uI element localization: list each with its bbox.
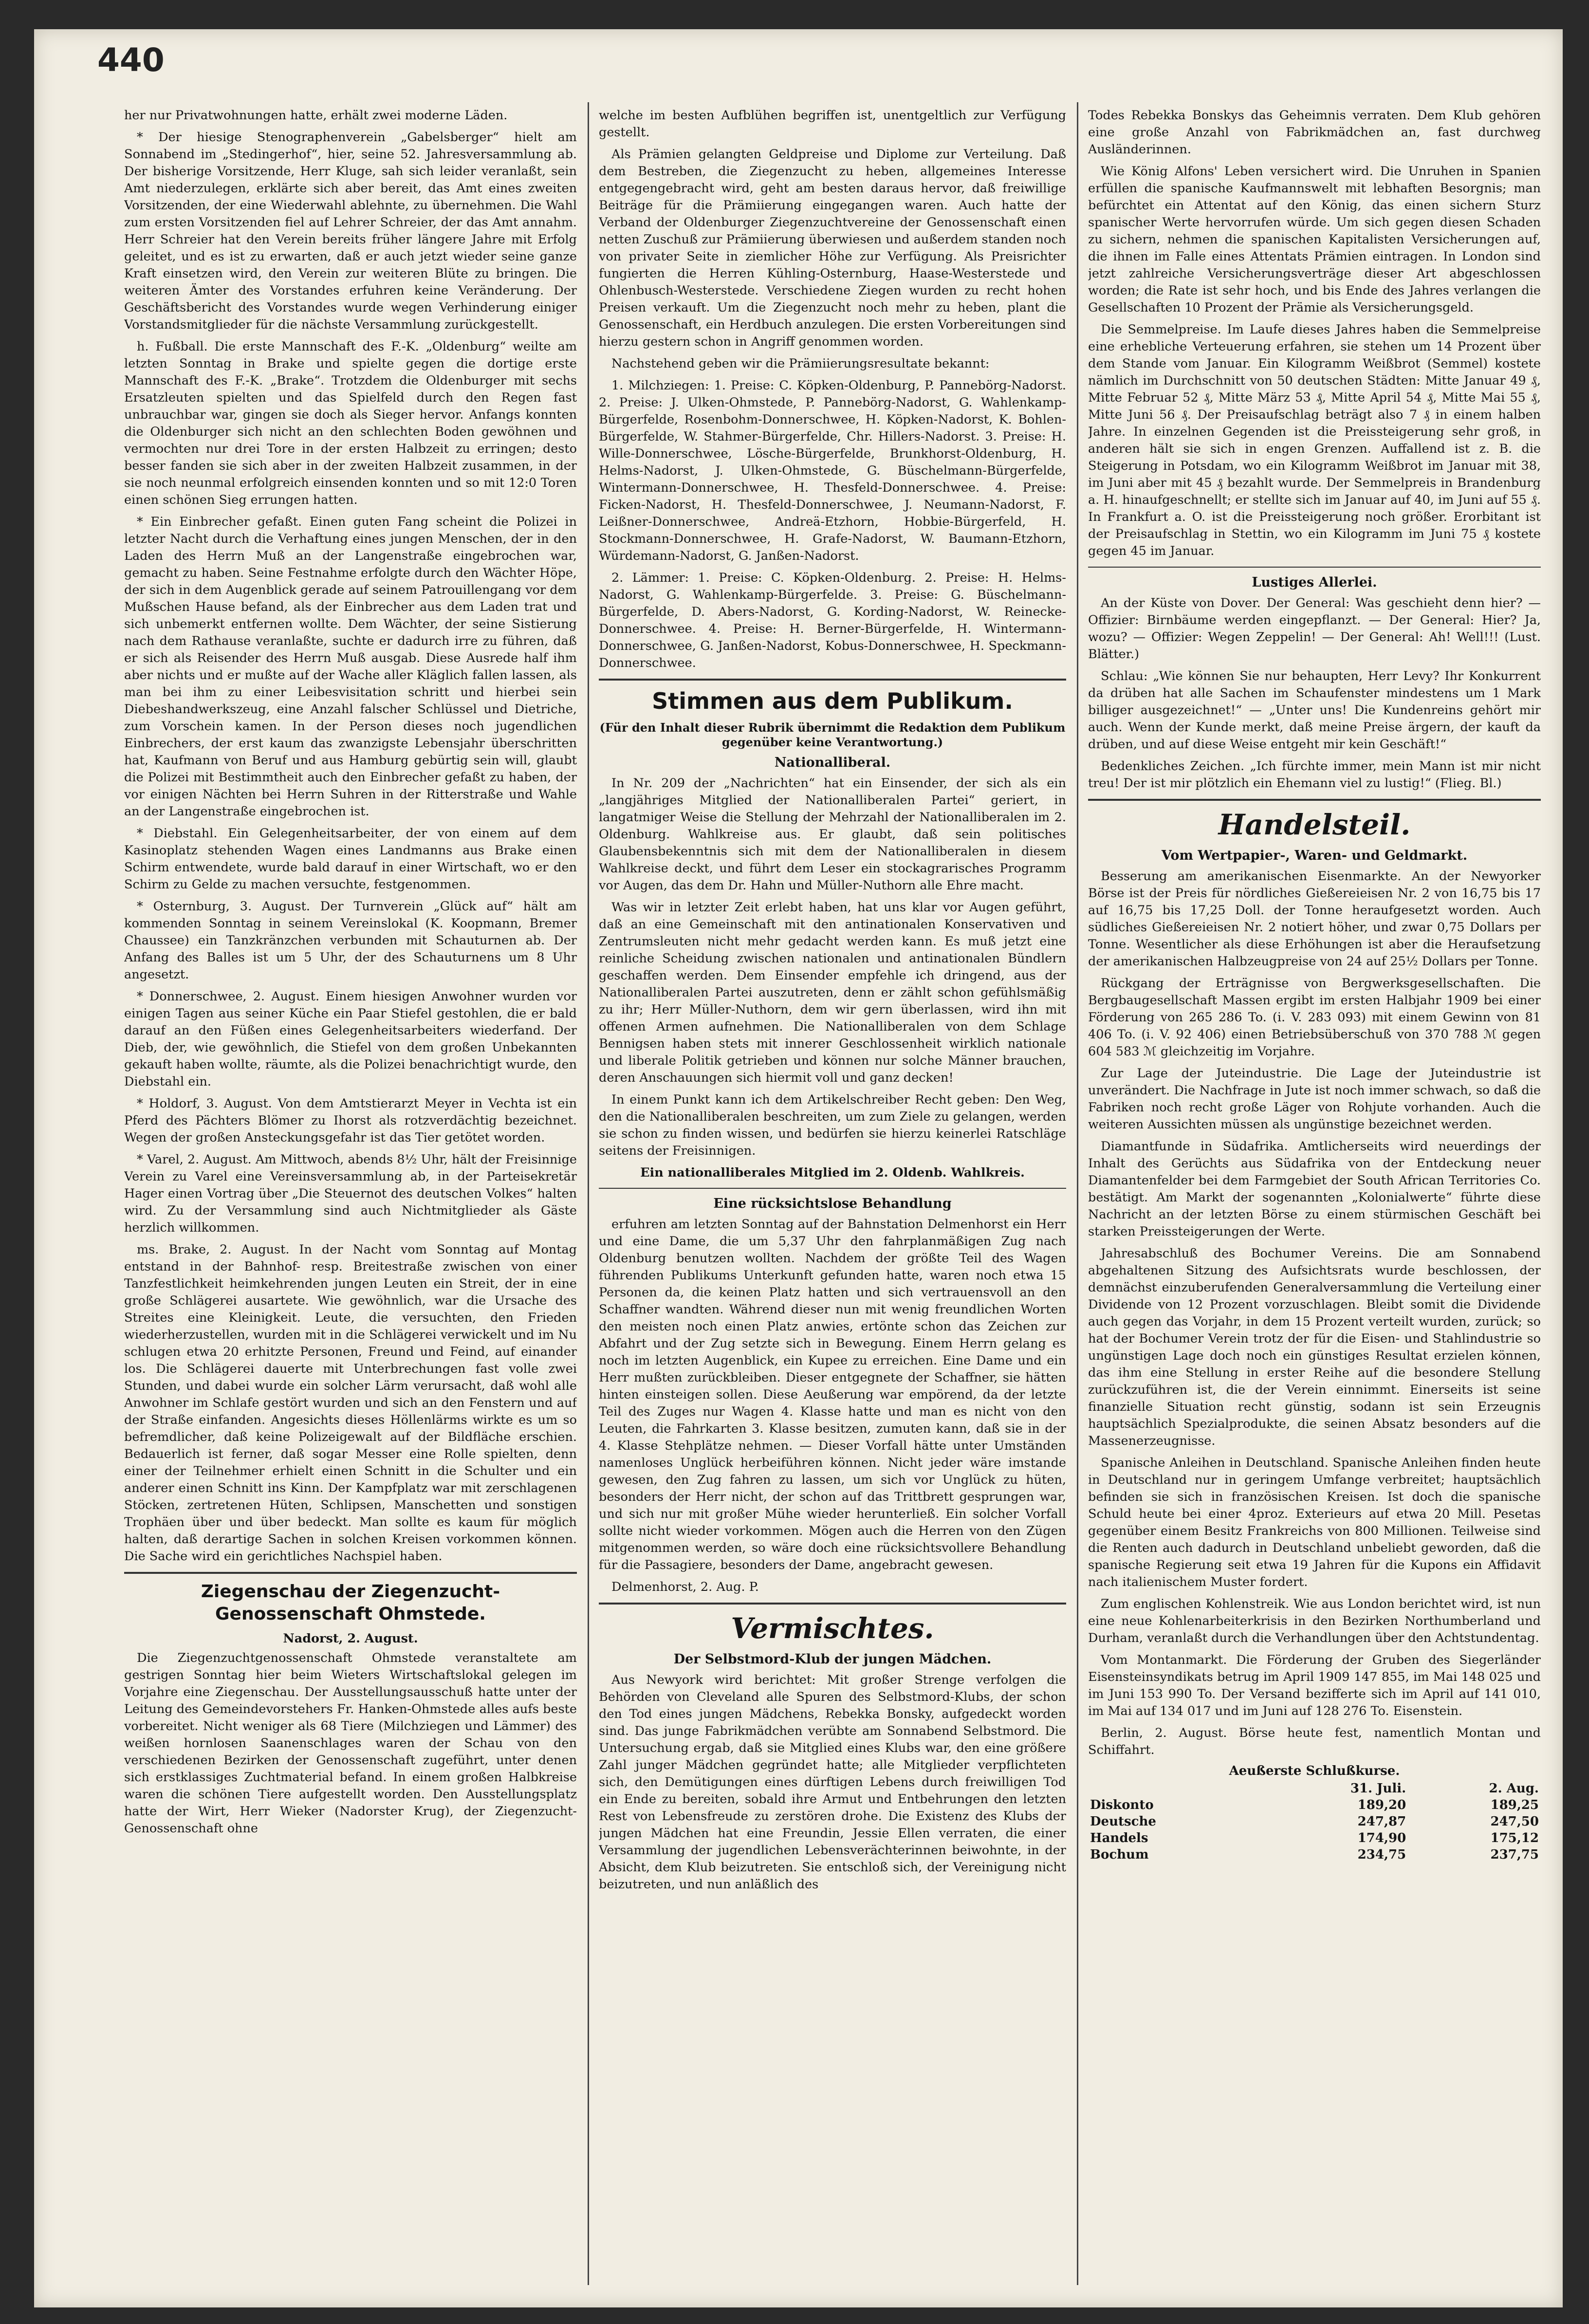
article-title: Der Selbstmord-Klub der jungen Mädchen. xyxy=(673,1652,992,1667)
article-paragraph: 1. Milchziegen: 1. Preise: C. Köpken-Oldenburg, P. Pannebörg-Nadorst. 2. Preise: J. Ulken-Ohmstede, P. Pannebörg-Nadorst, G. Wahlenkamp-Bürgerfelde, Rosenbohm-Donnerschwee, H. Köpken-Nadorst, K. Bohlen-Bürgerfelde, W. Stahmer-Bürgerfelde, Chr. Hillers-Nadorst. 3. Preise: H. Wille-Donnerschwee, Lösche-Bürgerfelde, Brunkhorst-Oldenburg, H. Helms-Nadorst, J. Ulken-Ohmstede, G. Büschelmann-Bürgerfelde, Wintermann-Donnerschwee, H. Thesfeld-Donnerschwee. 4. Preise: Ficken-Nadorst, H. Thesfeld-Donnerschwee, J. Neumann-Nadorst, F. Leißner-Donnerschwee, Andreä-Etzhorn, Hobbie-Bürgerfeld, H. Stockmann-Donnerschwee, H. Grafe-Nadorst, W. Baumann-Etzhorn, Würdemann-Nadorst, G. Janßen-Nadorst. xyxy=(599,378,1066,563)
column-3 xyxy=(1088,107,1541,2280)
article-paragraph: Spanische Anleihen in Deutschland. Spanische Anleihen finden heute in Deutschland nur in geringem Umfange verbreitet; hauptsächlich befinden sie sich in französischen Kreisen. Ist doch die spanische Schuld heute bei einer 4proz. Exterieurs auf etwa 20 Mill. Pesetas gegenüber einem Besitz Frankreichs von 800 Millionen. Teilweise sind die Renten auch dadurch in Deutschland unbeliebt geworden, daß die spanische Regierung seit etwa 19 Jahren für die Kupons ein Affidavit nach italienischem Muster fordert. xyxy=(1088,1456,1541,1589)
section-title: Vermischtes. xyxy=(731,1612,934,1645)
article-paragraph: 2. Lämmer: 1. Preise: C. Köpken-Oldenburg. 2. Preise: H. Helms-Nadorst, G. Wahlenkamp-Bürgerfelde. 3. Preise: G. Büschelmann-Bürgerfelde, D. Abers-Nadorst, G. Kording-Nadorst, W. Reinecke-Donnerschwee. 4. Preise: H. Berner-Bürgerfelde, H. Wintermann-Donnerschwee, G. Janßen-Nadorst, Kobus-Donnerschwee, H. Speckmann-Donnerschwee. xyxy=(599,571,1066,670)
column-1 xyxy=(124,107,577,2280)
rates-value: 237,75 xyxy=(1490,1847,1539,1862)
article-paragraph: Todes Rebekka Bonskys das Geheimnis verraten. Dem Klub gehören eine große Anzahl von Fabrikmädchen an, fast durchweg Ausländerinnen. xyxy=(1088,108,1541,157)
section-separator xyxy=(124,1572,577,1574)
article-paragraph: Als Prämien gelangten Geldpreise und Diplome zur Verteilung. Daß dem Bestreben, die Ziegenzucht zu heben, allgemeines Interesse entgegengebracht wird, geht am besten daraus hervor, daß freiwillige Beiträge für die Prämiierung eingegangen waren. Auch hatte der Verband der Oldenburger Ziegenzuchtvereine der Genossenschaft einen netten Zuschuß zur Prämiierung überwiesen und außerdem standen noch von privater Seite in ziemlicher Höhe zur Verfügung. Als Preisrichter fungierten die Herren Kühling-Osternburg, Haase-Westerstede und Ohlenbusch-Westerstede. Verschiedene Ziegen wurden zu recht hohen Preisen verkauft. Um die Ziegenzucht noch mehr zu heben, plant die Genossenschaft, ein Herdbuch anzulegen. Die ersten Vorbereitungen sind hierzu gestern schon in Angriff genommen worden. xyxy=(599,147,1066,349)
article-paragraph: Zur Lage der Juteindustrie. Die Lage der Juteindustrie ist unverändert. Die Nachfrage in Jute ist noch immer schwach, so daß die Fabriken noch recht große Läger von Rohjute vorhanden. Auch die weiteren Aussichten müssen als ungünstige bezeichnet werden. xyxy=(1088,1066,1541,1132)
article-paragraph: Diamantfunde in Südafrika. Amtlicherseits wird neuerdings der Inhalt des Gerüchts aus Südafrika von der Entdeckung neuer Diamantenfelder bei dem Farmgebiet der South African Territories Co. bestätigt. Am Markt der sogenannten „Kolonialwerte“ führte diese Nachricht an der letzten Börse zu einem stürmischen Geschäft bei starken Preissteigerungen der Werte. xyxy=(1088,1139,1541,1239)
article-paragraph: ms. Brake, 2. August. In der Nacht vom Sonntag auf Montag entstand in der Bahnhof- resp. Breitestraße zwischen von einer Tanzfestlichkeit heimkehrenden jungen Leuten ein Streit, der in eine große Schlägerei ausartete. Wie gewöhnlich, war die Ursache des Streites eine Kleinigkeit. Leute, die versuchten, den Frieden wiederherzustellen, wurden mit in die Schlägerei verwickelt und im Nu schlugen etwa 20 erhitzte Personen, Freund und Feind, auf einander los. Die Schlägerei dauerte mit Unterbrechungen fast volle zwei Stunden, und dabei wurde ein solcher Lärm verursacht, daß wohl alle Anwohner im Schlafe gestört wurden und sich an den Fenstern und auf der Straße einfanden. Angesichts dieses Höllenlärms wirkte es um so befremdlicher, daß keine Polizeigewalt auf der Bildfläche erschien. Bedauerlich ist ferner, daß sogar Messer eine Rolle spielten, denn einer der Teilnehmer erhielt einen Schnitt in die Schulter und ein anderer einen Schnitt ins Kinn. Der Kampfplatz war mit zerschlagenen Stöcken, zertretenen Hüten, Schlipsen, Manschetten und sonstigen Trophäen über und über bedeckt. Man sollte es kaum für möglich halten, daß derartige Sachen in solchen Kreisen vorkommen können. Die Sache wird ein gerichtliches Nachspiel haben. xyxy=(124,1242,577,1564)
column-divider xyxy=(588,102,589,2285)
page-number: 440 xyxy=(97,41,165,79)
rates-table xyxy=(1088,1780,1541,1863)
article-paragraph: * Diebstahl. Ein Gelegenheitsarbeiter, der von einem auf dem Kasinoplatz stehenden Wagen eines Landmanns aus Brake einen Schirm entwendete, wurde bald darauf in einer Wirtschaft, wo er den Schirm zu Gelde zu machen versuchte, festgenommen. xyxy=(124,826,577,892)
dateline: Nadorst, 2. August. xyxy=(283,1631,418,1646)
rates-value: 234,75 xyxy=(1357,1847,1406,1862)
column-2 xyxy=(599,107,1066,2280)
article-title: Nationalliberal. xyxy=(774,755,891,770)
rates-header xyxy=(1088,1780,1261,1797)
rates-value: 175,12 xyxy=(1490,1831,1539,1845)
article-paragraph: In Nr. 209 der „Nachrichten“ hat ein Einsender, der sich als ein „langjähriges Mitglied der Nationalliberalen Partei“ geriert, in langatmiger Weise die Stellung der Mehrzahl der Nationalliberalen im 2. Oldenburg. Wahlkreise aus. Er glaubt, daß sein politisches Glaubensbekenntnis sich mit dem der Nationalliberalen in diesem Wahlkreise deckt, und führt dem Leser ein stockagrarisches Programm vor Augen, das dem Dr. Hahn und Müller-Nuthorn alle Ehre macht. xyxy=(599,776,1066,893)
article-paragraph: welche im besten Aufblühen begriffen ist, unentgeltlich zur Verfügung gestellt. xyxy=(599,108,1066,140)
rates-name: Deutsche xyxy=(1090,1814,1156,1829)
rates-header-row xyxy=(1088,1780,1541,1797)
table-row xyxy=(1088,1846,1541,1863)
article-paragraph: Was wir in letzter Zeit erlebt haben, hat uns klar vor Augen geführt, daß an eine Gemeinschaft mit den antinationalen Konservativen und Zentrumsleuten nicht mehr gedacht werden kann. Es muß jetzt eine reinliche Scheidung zwischen nationalen und antinationalen Bündlern geschaffen werden. Dem Einsender empfehle ich dringend, aus der Nationalliberalen Partei auszutreten, denn er zählt schon gefühlsmäßig zu ihr; Herr Müller-Nuthorn, dem wir gern überlassen, wird ihn mit offenen Armen aufnehmen. Die Nationalliberalen von dem Schlage Bennigsen haben stets mit innerer Geschlossenheit wirklich nationale und liberale Politik getrieben und können nur solche Männer brauchen, deren Anschauungen sich hiermit voll und ganz decken! xyxy=(599,900,1066,1085)
article-paragraph: * Donnerschwee, 2. August. Einem hiesigen Anwohner wurden vor einigen Tagen aus seiner Küche ein Paar Stiefel gestohlen, die er bald darauf an den Füßen eines Gelegenheitsarbeiters wiederfand. Der Dieb, der, wie gewöhnlich, die Stiefel von dem großen Unbekannten gekauft haben wollte, räumte, als die Polizei benachrichtigt wurde, den Diebstahl ein. xyxy=(124,989,577,1089)
article-paragraph: Nachstehend geben wir die Prämiierungsresultate bekannt: xyxy=(611,356,990,371)
article-paragraph: Vom Montanmarkt. Die Förderung der Gruben des Siegerländer Eisensteinsyndikats betrug im April 1909 147 855, im Mai 148 025 und im Juni 153 990 To. Der Versand bezifferte sich im April auf 141 010, im Mai auf 134 017 und im Juni auf 128 276 To. Eisenstein. xyxy=(1088,1653,1541,1718)
rates-name: Diskonto xyxy=(1090,1798,1154,1812)
section-title: Stimmen aus dem Publikum. xyxy=(652,688,1013,714)
rates-value: 174,90 xyxy=(1357,1831,1406,1845)
article-paragraph: Rückgang der Erträgnisse von Bergwerksgesellschaften. Die Bergbaugesellschaft Massen ergibt im ersten Halbjahr 1909 bei einer Förderung von 265 286 To. (i. V. 283 093) mit einem Gewinn von 81 406 To. (i. V. 92 406) einen Betriebsüberschuß von 370 788 ℳ gegen 604 583 ℳ gleichzeitig im Vorjahre. xyxy=(1088,976,1541,1059)
rates-header: 2. Aug. xyxy=(1489,1781,1539,1796)
section-separator xyxy=(599,679,1066,681)
article-paragraph: Bedenkliches Zeichen. „Ich fürchte immer, mein Mann ist mir nicht treu! Der ist mir plötzlich ein Ehemann viel zu lustig!“ (Flieg. Bl.) xyxy=(1088,759,1541,791)
article-paragraph: h. Fußball. Die erste Mannschaft des F.-K. „Oldenburg“ weilte am letzten Sonntag in Brake und spielte gegen die dortige erste Mannschaft des F.-K. „Brake“. Trotzdem die Oldenburger mit sechs Ersatzleuten spielten und das Spielfeld durch den Regen fast unbrauchbar war, gingen sie doch als Sieger hervor. Anfangs konnten die Oldenburger sich nicht an den schlechten Boden gewöhnen und vermochten nur drei Tore in der ersten Halbzeit zu erringen; desto besser fanden sie sich aber in der zweiten Halbzeit zusammen, in der sie noch neunmal erfolgreich einsenden konnten und so mit 12:0 Toren einen schönen Sieg errungen hatten. xyxy=(124,339,577,507)
article-paragraph: Aus Newyork wird berichtet: Mit großer Strenge verfolgen die Behörden von Cleveland alle Spuren des Selbstmord-Klubs, der schon den Tod eines jungen Mädchens, Rebekka Bonsky, aufgedeckt worden sind. Das junge Fabrikmädchen verübte am Sonnabend Selbstmord. Die Untersuchung ergab, daß sie Mitglied eines Klubs war, den eine größere Zahl junger Mädchen gegründet hatte; alle Mitglieder verpflichteten sich, den Demütigungen eines dürftigen Lebens durch freiwilligen Tod ein Ende zu bereiten, sobald ihre Armut und Entbehrungen den letzten Rest von Lebensfreude zu zerstören drohe. Die Existenz des Klubs der jungen Mädchen hat eine Freundin, Jessie Ellen verraten, die einer Versammlung der jugendlichen Lebensverächterinnen beiwohnte, in der Absicht, dem Klub beizutreten. Sie entschloß sich, der Vereinigung nicht beizutreten, und nun anläßlich des xyxy=(599,1673,1066,1892)
table-row xyxy=(1088,1797,1541,1813)
rates-title: Aeußerste Schlußkurse. xyxy=(1229,1764,1400,1778)
article-paragraph: * Varel, 2. August. Am Mittwoch, abends 8½ Uhr, hält der Freisinnige Verein zu Varel eine Vereinsversammlung ab, in der Parteisekretär Hager einen Vortrag über „Die Steuernot des deutschen Volkes“ halten wird. Zu der Versammlung sind auch Nichtmitglieder als Gäste herzlich willkommen. xyxy=(124,1152,577,1235)
article-paragraph: * Holdorf, 3. August. Von dem Amtstierarzt Meyer in Vechta ist ein Pferd des Pächters Blömer zu Ihorst als rotzverdächtig bezeichnet. Wegen der großen Ansteckungsgefahr ist das Tier getötet worden. xyxy=(124,1096,577,1145)
article-signature: Delmenhorst, 2. Aug. P. xyxy=(611,1580,759,1594)
rates-name: Handels xyxy=(1090,1831,1148,1845)
article-paragraph: Berlin, 2. August. Börse heute fest, namentlich Montan und Schiffahrt. xyxy=(1088,1726,1541,1757)
article-paragraph: Wie König Alfons' Leben versichert wird. Die Unruhen in Spanien erfüllen die spanische Kaufmannswelt mit lebhaften Besorgnis; man befürchtet ein Attentat auf den König, das einen sichern Sturz spanischer Werte hervorrufen würde. Um sich gegen diesen Schaden zu sichern, nehmen die spanischen Kapitalisten Versicherungen auf, die ihnen im Falle eines Attentats Prämien eintragen. In London sind jetzt zahlreiche Versicherungsverträge dieser Art abgeschlossen worden; die Rate ist sehr hoch, und bis Ende des Jahres verlangen die Gesellschaften 10 Prozent der Prämie als Versicherungsgeld. xyxy=(1088,164,1541,315)
section-title: Ziegenschau der Ziegenzucht-Genossenschaft Ohmstede. xyxy=(201,1582,500,1624)
article-paragraph: Zum englischen Kohlenstreik. Wie aus London berichtet wird, ist nun eine neue Kohlenarbeiterkrisis in den Bezirken Northumberland und Durham, veranlaßt durch die Verhandlungen über den Achtstundentag. xyxy=(1088,1597,1541,1645)
article-paragraph: Die Semmelpreise. Im Laufe dieses Jahres haben die Semmelpreise eine erhebliche Verteuerung erfahren, sie stehen um 14 Prozent über dem Stande vom Januar. Ein Kilogramm Weißbrot (Semmel) kostete nämlich im Durchschnitt von 50 deutschen Städten: Mitte Januar 49 ₰, Mitte Februar 52 ₰, Mitte März 53 ₰, Mitte April 54 ₰, Mitte Mai 55 ₰, Mitte Juni 56 ₰. Der Preisaufschlag beträgt also 7 ₰ in einem halben Jahre. In einzelnen Gegenden ist die Preissteigerung sehr groß, in anderen hält sie sich in engen Grenzen. Auffallend ist z. B. die Steigerung in Potsdam, wo ein Kilogramm Weißbrot im Januar mit 38, im Juni aber mit 45 ₰ bezahlt wurde. Der Semmelpreis in Brandenburg a. H. hinaufgeschnellt; er stellte sich im Januar auf 40, im Juni auf 55 ₰. In Frankfurt a. O. ist die Preissteigerung noch größer. Erorbitant ist der Preisaufschlag in Stettin, wo ein Kilogramm im Juni 75 ₰ kostete gegen 45 im Januar. xyxy=(1088,322,1541,558)
section-subtitle: Vom Wertpapier-, Waren- und Geldmarkt. xyxy=(1161,848,1468,863)
section-separator xyxy=(1088,567,1541,568)
rates-value: 189,20 xyxy=(1357,1798,1406,1812)
article-paragraph: Schlau: „Wie können Sie nur behaupten, Herr Levy? Ihr Konkurrent da drüben hat alle Sachen im Schaufenster mindestens um 1 Mark billiger ausgezeichnet!“ — „Unter uns! Die Kundenreins gehört mir auch. Wenn der Kunde merkt, daß meine Preise ärgern, der kauft da drüben, und auf diese Weise entgeht mir kein Geschäft!“ xyxy=(1088,669,1541,752)
rates-header: 31. Juli. xyxy=(1350,1781,1406,1796)
article-paragraph: her nur Privatwohnungen hatte, erhält zwei moderne Läden. xyxy=(124,108,508,123)
section-separator xyxy=(1088,799,1541,801)
section-title: Handelsteil. xyxy=(1218,808,1411,841)
article-signature: Ein nationalliberales Mitglied im 2. Oldenb. Wahlkreis. xyxy=(640,1165,1025,1180)
rates-value: 189,25 xyxy=(1490,1798,1539,1812)
article-paragraph: erfuhren am letzten Sonntag auf der Bahnstation Delmenhorst ein Herr und eine Dame, die um 5,37 Uhr den fahrplanmäßigen Zug nach Oldenburg benutzen wollten. Nachdem der größte Teil des Wagen führenden Publikums Unterkunft gefunden hatte, waren noch etwa 15 Personen da, die keinen Platz hatten und sich vertrauensvoll an den Schaffner wandten. Während dieser nun mit wenig freundlichen Worten den meisten noch einen Platz anwies, ertönte schon das Zeichen zur Abfahrt und der Zug setzte sich in Bewegung. Einem Herrn gelang es noch im letzten Augenblick, ein Kupee zu erreichen. Eine Dame und ein Herr mußten zurückbleiben. Dieser entgegnete der Schaffner, sie hätten hinten einsteigen sollen. Diese Aeußerung war empörend, da der letzte Teil des Zuges nur Wagen 4. Klasse hatte und man es nicht von den Leuten, die Fahrkarten 3. Klasse besitzen, zumuten kann, daß sie in der 4. Klasse Stehplätze nehmen. — Dieser Vorfall hätte unter Umständen namenloses Unglück herbeiführen können. Nicht jeder wäre imstande gewesen, den Zug fahren zu lassen, um sich vor Unglück zu hüten, besonders der Herr nicht, der schon auf das Trittbrett gesprungen war, und sich nur mit großer Mühe wieder herunterließ. Ein solcher Vorfall sollte nicht wieder vorkommen. Mögen auch die Herren von den Zügen mitgenommen werden, so wäre doch eine rücksichtsvollere Behandlung für die Passagiere, besonders der Dame, angebracht gewesen. xyxy=(599,1217,1066,1572)
section-separator xyxy=(599,1188,1066,1189)
article-paragraph: Jahresabschluß des Bochumer Vereins. Die am Sonnabend abgehaltenen Sitzung des Aufsichtsrats wurde beschlossen, der demnächst einzuberufenden Generalversammlung die Verteilung einer Dividende von 12 Prozent vorzuschlagen. Bleibt somit die Dividende auch gegen das Vorjahr, in dem 15 Prozent verteilt wurden, zurück; so hat der Bochumer Verein trotz der für die Eisen- und Stahlindustrie so ungünstigen Lage doch noch ein günstiges Resultat erzielen können, das ihm eine Stellung in erster Reihe auf die besondere Stellung zurückzuführen ist, die der Verein einnimmt. Einerseits ist seine finanzielle Situation recht günstig, sodann ist sein Erzeugnis hauptsächlich Spezialprodukte, die seinen Absatz besonders auf die Massenerzeugnisse. xyxy=(1088,1246,1541,1448)
table-row xyxy=(1088,1830,1541,1846)
article-paragraph: * Der hiesige Stenographenverein „Gabelsberger“ hielt am Sonnabend im „Stedingerhof“, hier, seine 52. Jahresversammlung ab. Der bisherige Vorsitzende, Herr Kluge, sah sich leider veranlaßt, sein Amt niederzulegen, erklärte sich aber bereit, das Amt eines zweiten Vorsitzenden, der eine Wiederwahl ablehnte, zu übernehmen. Die Wahl zum ersten Vorsitzenden fiel auf Lehrer Schreier, der das Amt annahm. Herr Schreier hat den Verein bereits früher längere Jahre mit Erfolg geleitet, und es ist zu erwarten, daß er auch jetzt wieder seine ganze Kraft einsetzen wird, den Verein zur weiteren Blüte zu bringen. Die weiteren Ämter des Vorstandes erfuhren keine Veränderung. Der Geschäftsbericht des Vorstandes wurde wegen Verhinderung einiger Vorstandsmitglieder für die nächste Versammlung zurückgestellt. xyxy=(124,130,577,332)
column-divider xyxy=(1077,102,1078,2285)
section-title: Lustiges Allerlei. xyxy=(1252,575,1377,590)
article-paragraph: Besserung am amerikanischen Eisenmarkte. An der Newyorker Börse ist der Preis für nördliches Gießereieisen Nr. 2 von 16,75 bis 17 auf 16,75 bis 17,25 Doll. der Tonne heraufgesetzt worden. Auch südliches Gießereieisen Nr. 2 notiert höher, und zwar 0,75 Dollars per Tonne. Wesentlicher als diese Erhöhungen ist aber die Heraufsetzung der amerikanischen Halbzeugpreise von 24 auf 25½ Dollars per Tonne. xyxy=(1088,869,1541,969)
article-paragraph: * Osternburg, 3. August. Der Turnverein „Glück auf“ hält am kommenden Sonntag in seinem Vereinslokal (K. Koopmann, Bremer Chaussee) ein Tanzkränzchen verbunden mit Schauturnen ab. Der Anfang des Balles ist um 5 Uhr, der des Schauturnens um 8 Uhr angesetzt. xyxy=(124,899,577,982)
article-paragraph: An der Küste von Dover. Der General: Was geschieht denn hier? — Offizier: Birnbäume werden eingepflanzt. — Der General: Hier? Ja, wozu? — Offizier: Wegen Zeppelin! — Der General: Ah! Well!!! (Lust. Blätter.) xyxy=(1088,596,1541,662)
article-title: Eine rücksichtslose Behandlung xyxy=(713,1196,952,1211)
section-separator xyxy=(599,1603,1066,1605)
table-row xyxy=(1088,1813,1541,1830)
article-paragraph: Die Ziegenzuchtgenossenschaft Ohmstede veranstaltete am gestrigen Sonntag hier beim Wieters Wirtschaftslokal gelegen im Vorjahre eine Ziegenschau. Der Ausstellungsausschuß hatte unter der Leitung des Gemeindevorstehers Fr. Hanken-Ohmstede alles aufs beste vorbereitet. Nicht weniger als 68 Tiere (Milchziegen und Lämmer) des weißen hornlosen Saanenschlages waren der Schau von den verschiedenen Bezirken der Genossenschaft zugeführt, unter denen sich erstklassiges Zuchtmaterial befand. In einem großen Halbkreise waren die schönen Tiere aufgestellt worden. Den Ausstellungsplatz hatte der Wirt, Herr Wieker (Nadorster Krug), der Ziegenzucht-Genossenschaft ohne xyxy=(124,1651,577,1836)
rates-value: 247,50 xyxy=(1490,1814,1539,1829)
rates-name: Bochum xyxy=(1090,1847,1149,1862)
article-paragraph: In einem Punkt kann ich dem Artikelschreiber Recht geben: Den Weg, den die Nationalliberalen beschreiten, um zum Ziele zu gelangen, werden sie schon zu finden wissen, und bedürfen sie hierzu keinerlei Ratschläge seitens der Freisinnigen. xyxy=(599,1092,1066,1158)
rates-value: 247,87 xyxy=(1357,1814,1406,1829)
section-disclaimer: (Für den Inhalt dieser Rubrik übernimmt die Redaktion dem Publikum gegenüber keine Verantwortung.) xyxy=(599,720,1066,749)
article-paragraph: * Ein Einbrecher gefaßt. Einen guten Fang scheint die Polizei in letzter Nacht durch die Verhaftung eines jungen Menschen, der in den Laden des Herrn Muß an der Langenstraße eingebrochen war, gemacht zu haben. Seine Festnahme erfolgte durch den Wächter Höpe, der sich in dem Augenblick gerade auf seinem Patrouillengang vor dem Mußschen Hause befand, als der Einbrecher aus dem Laden trat und sich unbemerkt entfernen wollte. Dem Wächter, der seine Sistierung nach dem Rathause veranlaßte, suchte er dadurch irre zu führen, daß er sich als Reisender des Herrn Muß ausgab. Diese Ausrede half ihm aber nichts und er mußte auf der Wache aller Kläglich fallen lassen, als man bei ihm zu einer Leibesvisitation schritt und hierbei sein Diebeshandwerkszeug, eine Anzahl falscher Schlüssel und Dietriche, zum Vorschein kamen. In der Person dieses noch jugendlichen Einbrechers, der erst kaum das zwanzigste Lebensjahr überschritten hat, Kaufmann von Beruf und aus Hamburg gebürtig sein will, glaubt die Polizei mit Bestimmtheit auch den Einbrecher gefaßt zu haben, der vor einigen Nächten bei Herrn Suhren in der Ritterstraße und Wahle an der Langenstraße eingebrochen ist. xyxy=(124,515,577,819)
